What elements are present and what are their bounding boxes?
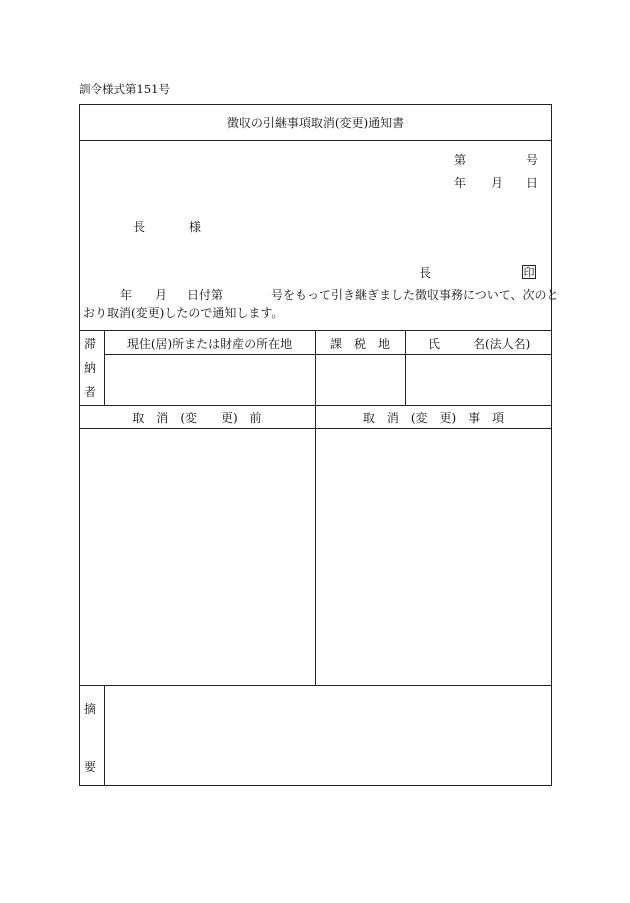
delinquent-label-2: 納 — [84, 361, 97, 375]
delinquent-header-divider — [104, 354, 552, 355]
header-day: 日 — [526, 176, 539, 190]
body-year: 年 — [120, 288, 133, 302]
summary-label-2: 要 — [84, 760, 97, 774]
col-name-header-b: 名(法人名) — [473, 337, 531, 351]
body-line2: おり取消(変更)したので通知します。 — [83, 306, 284, 320]
title-divider — [79, 140, 552, 141]
header-go: 号 — [526, 153, 539, 167]
delinquent-label-1: 滞 — [84, 337, 97, 351]
change-col-divider — [315, 405, 316, 686]
body-month: 月 — [155, 288, 168, 302]
header-dai: 第 — [454, 153, 467, 167]
form-title: 徴収の引継事項取消(変更)通知書 — [226, 116, 405, 130]
header-year: 年 — [454, 176, 467, 190]
seal-mark: 印 — [523, 266, 535, 279]
summary-label-1: 摘 — [84, 702, 97, 716]
delinquent-label-3: 者 — [84, 385, 97, 399]
header-month: 月 — [491, 176, 504, 190]
col-address-header: 現住(居)所または財産の所在地 — [126, 337, 293, 351]
section-divider-summary — [79, 685, 552, 686]
summary-side-divider — [104, 685, 105, 786]
body-date-number: 日付第 — [187, 288, 224, 302]
sender-cho: 長 — [419, 266, 432, 280]
col-tax-place-header: 課 税 地 — [329, 337, 390, 351]
addressee-sama: 様 — [189, 220, 202, 234]
delinquent-col-divider-2 — [405, 330, 406, 406]
body-line1: 号をもって引き継ぎました徴収事務について、次のと — [271, 288, 559, 302]
col-name-header-a: 氏 — [428, 337, 441, 351]
addressee-cho: 長 — [133, 220, 146, 234]
change-before-header: 取 消 (変 更) 前 — [132, 411, 262, 425]
change-items-header: 取 消 (変 更) 事 項 — [362, 411, 505, 425]
form-number: 訓令様式第151号 — [79, 82, 170, 96]
